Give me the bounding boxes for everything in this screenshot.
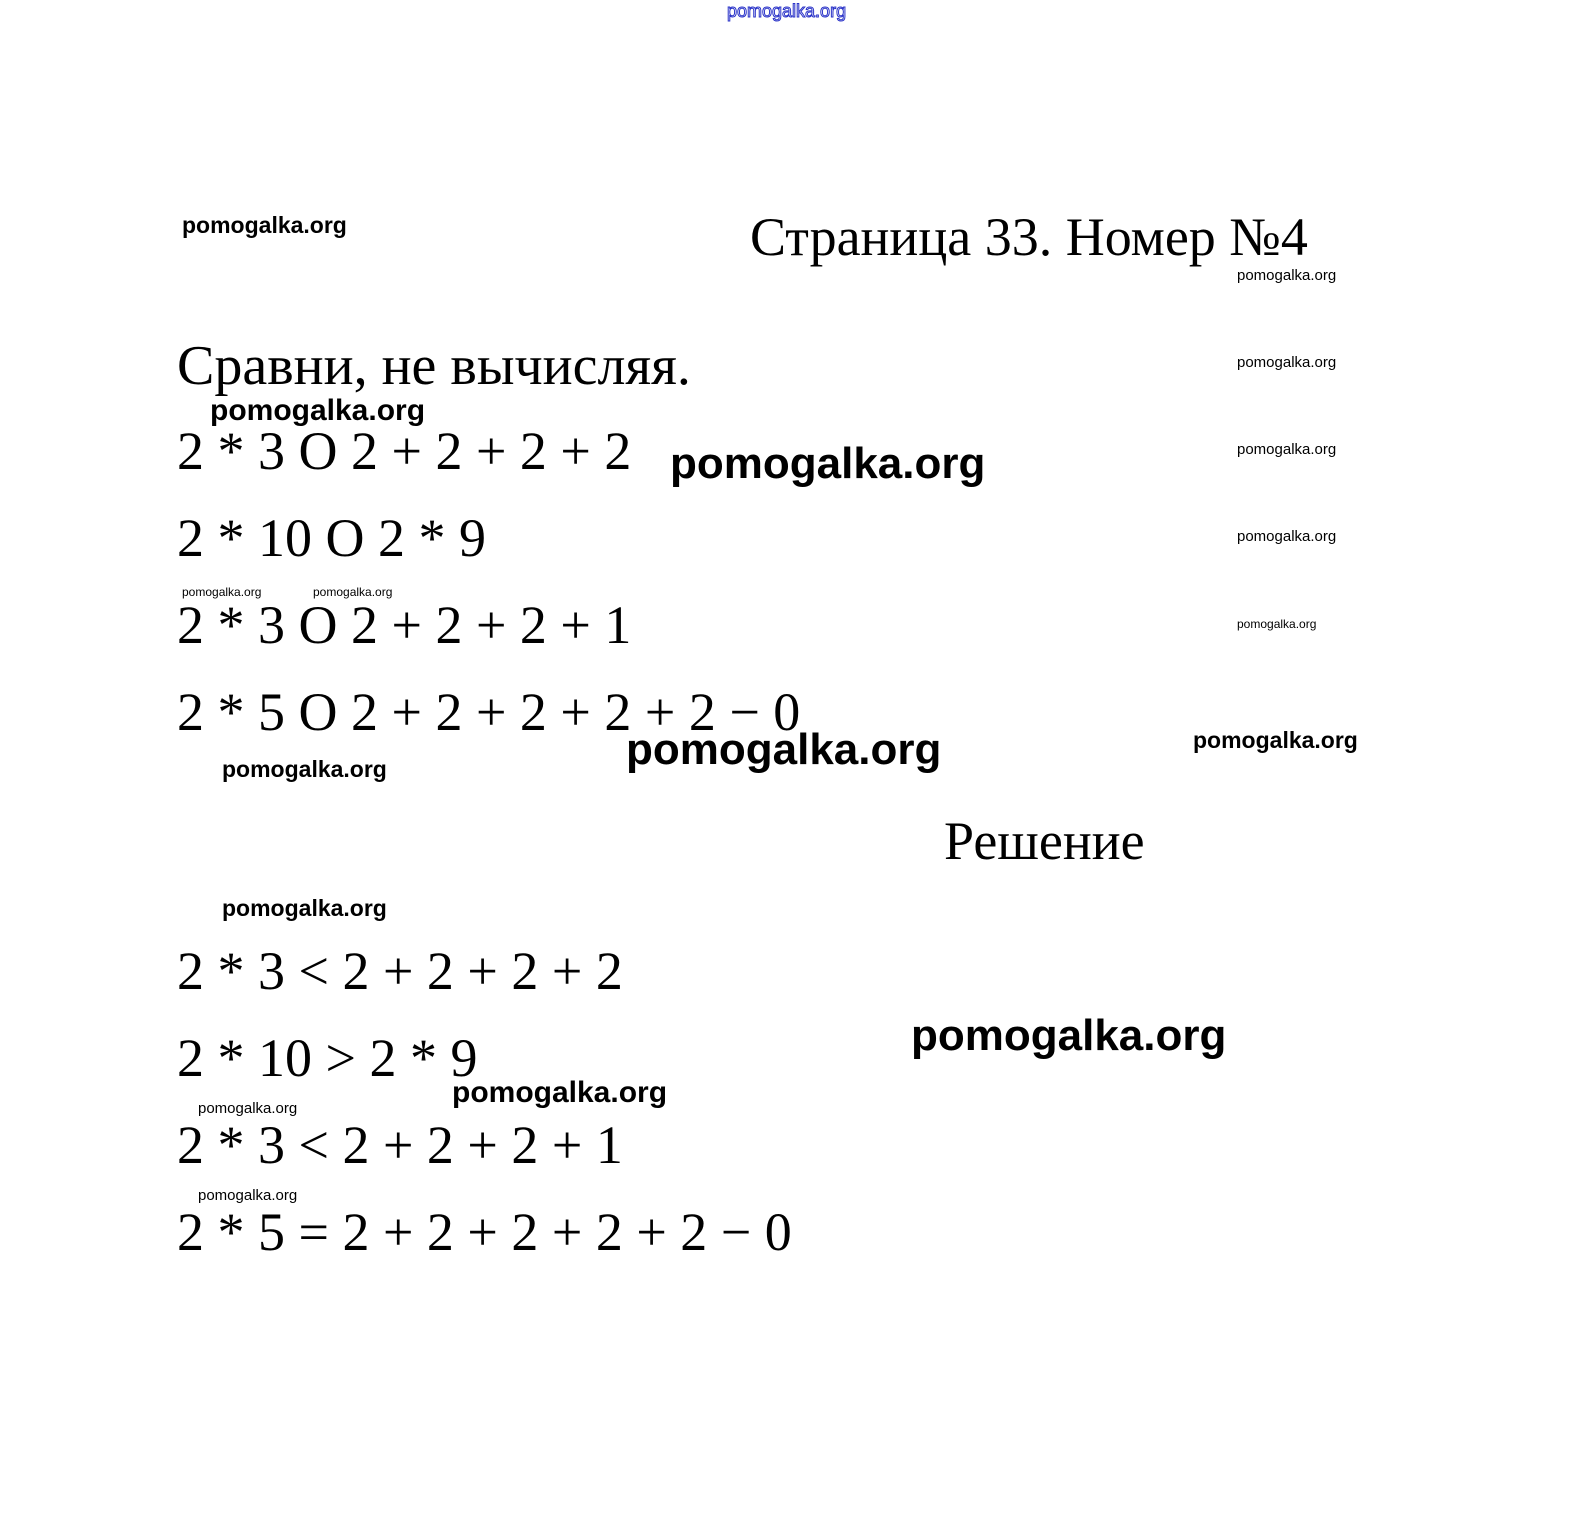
watermark: pomogalka.org bbox=[1237, 528, 1337, 545]
watermark: pomogalka.org bbox=[626, 725, 942, 774]
exercise-3: 2 * 3 O 2 + 2 + 2 + 1 bbox=[177, 595, 632, 655]
solution-heading: Решение bbox=[944, 811, 1145, 871]
solution-3: 2 * 3 < 2 + 2 + 2 + 1 bbox=[177, 1115, 623, 1175]
watermark: pomogalka.org bbox=[222, 756, 387, 782]
watermark: pomogalka.org bbox=[911, 1011, 1227, 1060]
solution-2: 2 * 10 > 2 * 9 bbox=[177, 1028, 478, 1088]
watermark: pomogalka.org bbox=[1237, 441, 1337, 458]
header-watermark: pomogalka.org bbox=[727, 1, 847, 21]
watermark: pomogalka.org bbox=[1237, 354, 1337, 371]
exercise-1: 2 * 3 O 2 + 2 + 2 + 2 bbox=[177, 421, 632, 481]
solution-4: 2 * 5 = 2 + 2 + 2 + 2 + 2 − 0 bbox=[177, 1202, 792, 1262]
solution-1: 2 * 3 < 2 + 2 + 2 + 2 bbox=[177, 941, 623, 1001]
watermark: pomogalka.org bbox=[670, 439, 986, 488]
watermark: pomogalka.org bbox=[1193, 727, 1358, 753]
exercise-2: 2 * 10 O 2 * 9 bbox=[177, 508, 486, 568]
page-title: Страница 33. Номер №4 bbox=[750, 207, 1308, 267]
watermark: pomogalka.org bbox=[210, 394, 426, 427]
exercise-4: 2 * 5 O 2 + 2 + 2 + 2 + 2 − 0 bbox=[177, 682, 801, 742]
watermark: pomogalka.org bbox=[452, 1076, 668, 1109]
watermark: pomogalka.org bbox=[222, 895, 387, 921]
watermark: pomogalka.org bbox=[182, 585, 262, 599]
watermark: pomogalka.org bbox=[313, 585, 393, 599]
watermark: pomogalka.org bbox=[1237, 617, 1317, 631]
watermark: pomogalka.org bbox=[198, 1187, 298, 1204]
watermark: pomogalka.org bbox=[182, 212, 347, 238]
watermark: pomogalka.org bbox=[198, 1100, 298, 1117]
watermark: pomogalka.org bbox=[1237, 267, 1337, 284]
task-statement: Сравни, не вычисляя. bbox=[177, 335, 691, 397]
